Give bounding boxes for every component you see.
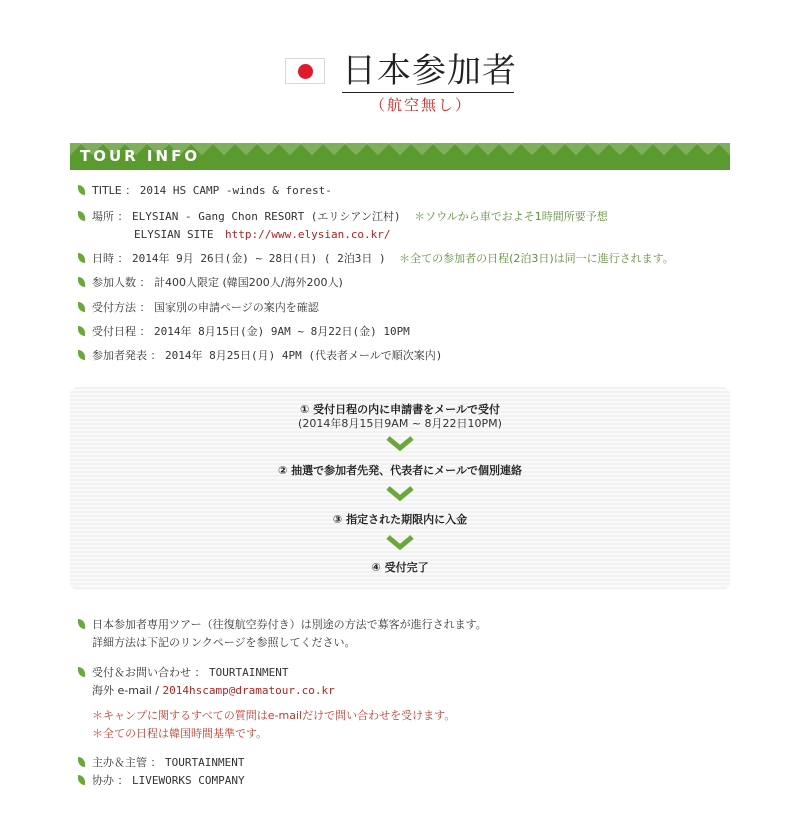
japan-flag-icon <box>285 58 325 84</box>
leaf-bullet-icon <box>78 326 85 336</box>
registration-steps-panel <box>70 387 730 590</box>
site-label: ELYSIAN SITE <box>134 228 214 241</box>
info-value: 国家別の申請ページの案内を確認 <box>154 301 319 314</box>
leaf-bullet-icon <box>78 350 85 360</box>
tour-note-line2: 詳細方法は下記のリンクページを参照してください。 <box>92 636 356 649</box>
info-venue-row: 場所 ： ELYSIAN - Gang Chon RESORT (エリシアン江村) ＊ソウルから車でおよそ1時間所要予想 <box>78 208 608 226</box>
leaf-bullet-icon <box>78 211 85 221</box>
step-1-dates: (2014年8月15日9AM ~ 8月22日10PM) <box>298 417 502 430</box>
leaf-bullet-icon <box>78 775 85 785</box>
leaf-bullet-icon <box>78 757 85 767</box>
email-link[interactable]: 2014hscamp@dramatour.co.kr <box>162 684 335 697</box>
chevron-down-icon <box>386 535 414 551</box>
page-header <box>0 50 800 130</box>
warning-timezone: ＊全ての日程は韓国時間基準です。 <box>92 727 268 740</box>
info-label: 場所 <box>92 210 114 223</box>
step-4: ④ 受付完了 <box>371 561 429 574</box>
info-value: 2014年 9月 26日(金) ~ 28日(日) ( 2泊3日 ) <box>132 252 386 265</box>
info-label: 受付方法 <box>92 301 136 314</box>
contact-row <box>78 664 288 682</box>
page-subtitle: （航空無し） <box>370 96 473 114</box>
sponsor-value: LIVEWORKS COMPANY <box>132 774 245 787</box>
sponsor-label: 协办 ： <box>92 774 129 787</box>
info-dates-row: 日時 ： 2014年 9月 26日(金) ~ 28日(日) ( 2泊3日 ) ＊全ての参加者の日程(2泊3日)は同一に進行されます。 <box>78 250 674 268</box>
info-value: 2014年 8月15日(金) 9AM ~ 8月22日(金) 10PM <box>154 325 410 338</box>
tour-note-line1: 日本参加者専用ツアー（往復航空券付き）は別途の方法で募客が進行されます。 <box>92 618 487 631</box>
info-capacity-row: 参加人数 ： 計400人限定 (韓国200人/海外200人) <box>78 274 343 292</box>
step-2: ② 抽選で参加者先発、代表者にメールで個別連絡 <box>278 464 522 477</box>
page-title: 日本参加者 <box>342 51 517 91</box>
dates-note: ＊全ての参加者の日程(2泊3日)は同一に進行されます。 <box>399 252 674 265</box>
contact-label: 受付＆お問い合わせ ： <box>92 666 206 679</box>
info-announce-row: 参加者発表 ： 2014年 8月25日(月) 4PM (代表者メールで順次案内) <box>78 347 442 365</box>
tour-info-banner <box>70 143 730 170</box>
info-title-row: TITLE ： 2014 HS CAMP -winds & forest- <box>78 182 332 200</box>
leaf-bullet-icon <box>78 667 85 677</box>
email-label: 海外 e-mail / <box>92 684 160 697</box>
leaf-bullet-icon <box>78 277 85 287</box>
sponsor-row <box>78 772 245 790</box>
organizer-label: 主办＆主管 ： <box>92 756 162 769</box>
step-1: ① 受付日程の内に申請書をメールで受付 <box>300 403 500 416</box>
site-link[interactable]: http://www.elysian.co.kr/ <box>224 228 391 241</box>
venue-note: ＊ソウルから車でおよそ1時間所要予想 <box>414 210 608 223</box>
info-value: 2014 HS CAMP -winds & forest- <box>139 184 332 197</box>
email-row <box>92 682 335 700</box>
banner-label: TOUR INFO <box>80 147 201 165</box>
info-value: 2014年 8月25日(月) 4PM (代表者メールで順次案内) <box>165 349 443 362</box>
venue-site-row <box>134 226 391 244</box>
info-label: 受付日程 <box>92 325 136 338</box>
info-label: TITLE <box>92 184 122 197</box>
tour-note-row <box>78 616 487 634</box>
leaf-bullet-icon <box>78 302 85 312</box>
chevron-down-icon <box>386 486 414 502</box>
leaf-bullet-icon <box>78 619 85 629</box>
info-label: 日時 <box>92 252 114 265</box>
info-label: 参加者発表 <box>92 349 147 362</box>
organizer-value: TOURTAINMENT <box>165 756 245 769</box>
leaf-bullet-icon <box>78 253 85 263</box>
chevron-down-icon <box>386 436 414 452</box>
contact-value: TOURTAINMENT <box>209 666 289 679</box>
info-label: 参加人数 <box>92 276 136 289</box>
title-underline <box>342 92 514 93</box>
leaf-bullet-icon <box>78 185 85 195</box>
organizer-row <box>78 754 244 772</box>
step-3: ③ 指定された期限内に入金 <box>332 513 468 526</box>
info-method-row: 受付方法 ： 国家別の申請ページの案内を確認 <box>78 299 319 317</box>
info-value: ELYSIAN - Gang Chon RESORT (エリシアン江村) <box>132 210 401 223</box>
info-schedule-row: 受付日程 ： 2014年 8月15日(金) 9AM ~ 8月22日(金) 10PM <box>78 323 410 341</box>
info-value: 計400人限定 (韓国200人/海外200人) <box>154 276 343 289</box>
warning-questions: ＊キャンプに関するすべての質問はe-mailだけで問い合わせを受けます。 <box>92 709 456 722</box>
flag-sun <box>298 64 313 79</box>
